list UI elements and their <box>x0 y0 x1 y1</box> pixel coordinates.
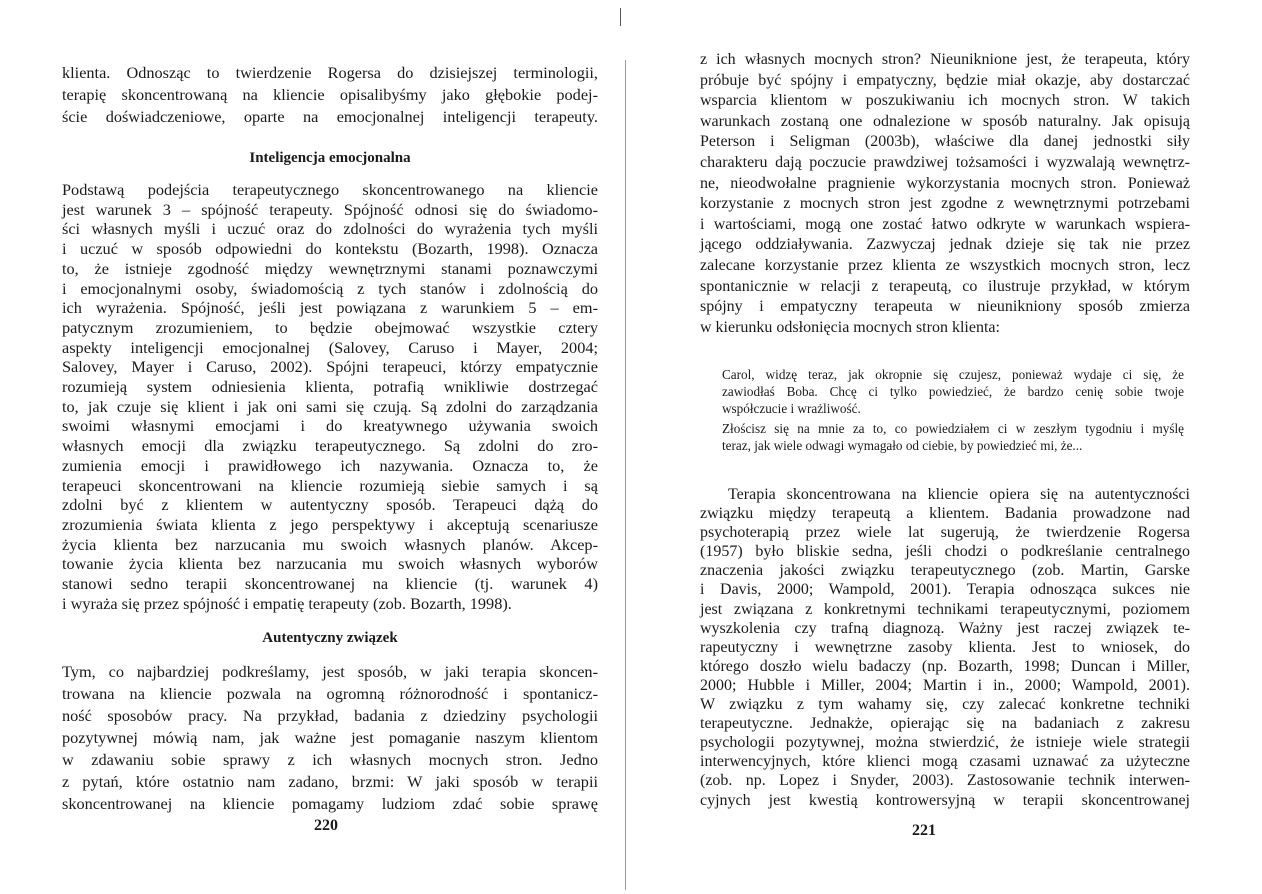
page-number: 220 <box>314 817 338 834</box>
text-line: to, że istnieje zgodność między wewnętrznymi stanami poznawczymi <box>62 258 598 278</box>
text-line: rozumieją system odniesienia klienta, potrafią wnikliwie dostrzegać <box>62 377 598 397</box>
intro-paragraph <box>62 62 598 128</box>
text-line: Podstawą podejścia terapeutycznego skoncentrowanego na kliencie <box>62 180 598 199</box>
text-line: z ich własnych mocnych stron? Nieuniknione jest, że terapeuta, który <box>700 51 1190 68</box>
text-line: terapię skoncentrowaną na kliencie opisalibyśmy jako głębokie podej- <box>62 85 598 104</box>
quote-example-1 <box>722 366 1184 417</box>
text-line: W związku z tym wahamy się, czy zalecać konkretne techniki <box>700 696 1190 714</box>
text-line: to, jak czuje się klient i jak oni sami się czują. Są zdolni do zarządzania <box>62 396 598 416</box>
text-line: terapeutyczne. Jednakże, opierając się na badaniach z zakresu <box>700 715 1190 733</box>
paragraph-authentic-relationship <box>62 661 598 815</box>
page-221 <box>628 0 1262 894</box>
text-line: Carol, widzę teraz, jak okropnie się czujesz, ponieważ wydaje ci się, że <box>722 367 1184 382</box>
text-line: skoncentrowanej na kliencie pomagamy ludziom zdać sobie sprawę <box>62 794 598 813</box>
text-line: własnych emocji dla związku terapeutycznego. Są zdolni do zro- <box>62 436 598 456</box>
text-line: Salovey, Mayer i Caruso, 2002). Spójni terapeuci, którzy empatycznie <box>62 357 598 377</box>
text-line: korzystanie z mocnych stron jest zgodne z wewnętrznymi potrzebami <box>700 195 1190 213</box>
text-line: i uczuć w sposób odpowiedni do kontekstu (Bozarth, 1998). Oznacza <box>62 239 598 259</box>
text-line: towanie życia klienta bez narzucania mu swoich własnych wyborów <box>62 554 598 574</box>
text-line: zawiodłaś Boba. Chcę ci tylko powiedzieć, że bardzo cenię sobie twoje <box>722 384 1184 399</box>
text-line: jest warunek 3 – spójność terapeuty. Spójność odnosi się do świadomo- <box>62 199 598 219</box>
text-line: spójny i empatyczny terapeuta w nieunikniony sposób zmierza <box>700 298 1190 316</box>
page-number: 221 <box>912 822 936 839</box>
text-line: zrozumienia świata klienta z jego perspektywy i akceptują scenariusze <box>62 514 598 534</box>
text-line: Tym, co najbardziej podkreślamy, jest sposób, w jaki terapia skoncen- <box>62 662 598 681</box>
text-line: ne, nieodwołalne pragnienie wykorzystania mocnych stron. Ponieważ <box>700 174 1190 192</box>
text-line: zalecane korzystanie przez klienta ze wszystkich mocnych stron, lecz <box>700 256 1190 274</box>
text-line: psychologii pozytywnej, można stwierdzić, że istnieje wiele strategii <box>700 734 1190 752</box>
text-line: próbuje być spójny i empatyczny, będzie miał okazje, aby dostarczać <box>700 71 1190 89</box>
quote-example-2 <box>722 420 1184 454</box>
text-line: aspekty inteligencji emocjonalnej (Salovey, Caruso i Mayer, 2004; <box>62 337 598 357</box>
text-line: terapeuci skoncentrowani na kliencie rozumieją siebie samych i są <box>62 475 598 495</box>
text-line: i emocjonalnymi osoby, świadomością z tych stanów i zdolnością do <box>62 278 598 298</box>
text-line: w kierunku odsłonięcia mocnych stron klienta: <box>700 318 1000 336</box>
text-line: Peterson i Seligman (2003b), właściwe dla danej jednostki siły <box>700 133 1190 151</box>
text-line: i wyraża się przez spójność i empatię terapeuty (zob. Bozarth, 1998). <box>62 593 512 613</box>
text-line: i wartościami, mogą one zostać łatwo odkryte w warunkach wspiera- <box>700 215 1190 233</box>
text-line: zdolni być z klientem w autentyczny sposób. Terapeuci dążą do <box>62 495 598 515</box>
text-line: zumienia emocji i prawidłowego ich nazywania. Oznacza to, że <box>62 455 598 475</box>
text-line: jącego oddziaływania. Zazwyczaj jednak dzieje się tak nie przez <box>700 236 1190 254</box>
text-line: warunkach zostaną one odnalezione w sposób naturalny. Jak opisują <box>700 112 1190 130</box>
text-line: interwencyjnych, które klienci mogą czasami uznawać za użyteczne <box>700 753 1190 771</box>
text-line: ich wyrażenia. Spójność, jeśli jest powiązana z warunkiem 5 – em- <box>62 298 598 318</box>
section-heading-authentic-relationship: Autentyczny związek <box>262 630 398 646</box>
text-line: 2000; Hubble i Miller, 2004; Martin i in., 2000; Wampold, 2001). <box>700 676 1190 694</box>
text-line: i Davis, 2000; Wampold, 2001). Terapia odnosząca sukces nie <box>700 581 1190 599</box>
text-line: wsparcia klientom w poszukiwaniu ich mocnych stron. W takich <box>700 92 1190 110</box>
page-gutter <box>625 60 626 890</box>
page-220 <box>0 0 625 894</box>
section-heading-emotional-intelligence: Inteligencja emocjonalna <box>249 150 411 166</box>
text-line: którego doszło wielu badaczy (np. Bozarth, 1998; Duncan i Miller, <box>700 657 1190 675</box>
text-line: charakteru dają poczucie prawdziwej tożsamości i wyzwalają wewnętrz- <box>700 153 1190 171</box>
text-line: ści własnych myśli i uczuć oraz do zdolności do wyrażenia tych myśli <box>62 219 598 239</box>
text-line: jest związana z konkretnymi technikami terapeutycznymi, poziomem <box>700 600 1190 618</box>
text-line: z pytań, które ostatnio nam zadano, brzmi: W jaki sposób w terapii <box>62 772 598 791</box>
paragraph-authenticity <box>700 485 1190 810</box>
text-line: patycznym zrozumieniem, to będzie obejmować wszystkie cztery <box>62 317 598 337</box>
text-line: trowana na kliencie pozwala na ogromną różnorodność i spontanicz- <box>62 684 598 703</box>
text-line: ście doświadczeniowe, oparte na emocjonalnej inteligencji terapeuty. <box>62 107 598 126</box>
text-line: (1957) było bliskie sedna, jeśli chodzi o podkreślanie centralnego <box>700 543 1190 561</box>
text-line: spontanicznie w relacji z terapeutą, co ilustruje przykład, w którym <box>700 277 1190 295</box>
paragraph-emotional-intelligence <box>62 180 598 613</box>
text-line: współczucie i wrażliwość. <box>722 401 861 416</box>
text-line: ność sposobów pracy. Na przykład, badania z dziedziny psychologii <box>62 706 598 725</box>
text-line: swoimi własnymi emocjami i do kreatywnego używania swoich <box>62 416 598 436</box>
text-line: znaczenia jakości związku terapeutycznego (zob. Martin, Garske <box>700 562 1190 580</box>
text-line: stanowi sedno terapii skoncentrowanej na kliencie (tj. warunek 4) <box>62 574 598 594</box>
text-line: w zdawaniu sobie sprawy z ich własnych mocnych stron. Jedno <box>62 750 598 769</box>
text-line: rapeutyczny i wewnętrzne zasoby klienta. Jest to wniosek, do <box>700 638 1190 656</box>
text-line: życia klienta bez narzucania mu swoich własnych planów. Akcep- <box>62 534 598 554</box>
text-line: (zob. np. Lopez i Snyder, 2003). Zastosowanie technik interwen- <box>700 772 1190 790</box>
text-line: Złościsz się na mnie za to, co powiedziałem ci w zeszłym tygodniu i myślę <box>722 421 1184 436</box>
text-line: cyjnych jest kwestią kontrowersyjną w terapii skoncentrowanej <box>700 791 1190 809</box>
text-line: związku między terapeutą a klientem. Badania prowadzone nad <box>700 505 1190 523</box>
text-line: Terapia skoncentrowana na kliencie opiera się na autentyczności <box>728 486 1190 503</box>
paragraph-strengths <box>700 50 1190 338</box>
text-line: psychoterapią przez wiele lat sugerują, że twierdzenie Rogersa <box>700 524 1190 542</box>
text-line: wyszkolenia czy trafną diagnozą. Ważny jest raczej związek te- <box>700 619 1190 637</box>
text-line: pozytywnej mówią nam, jak ważne jest pomaganie naszym klientom <box>62 728 598 747</box>
text-line: teraz, jak wiele odwagi wymagało od ciebie, by powiedzieć mi, że... <box>722 438 1083 453</box>
text-line: klienta. Odnosząc to twierdzenie Rogersa do dzisiejszej terminologii, <box>62 63 598 82</box>
